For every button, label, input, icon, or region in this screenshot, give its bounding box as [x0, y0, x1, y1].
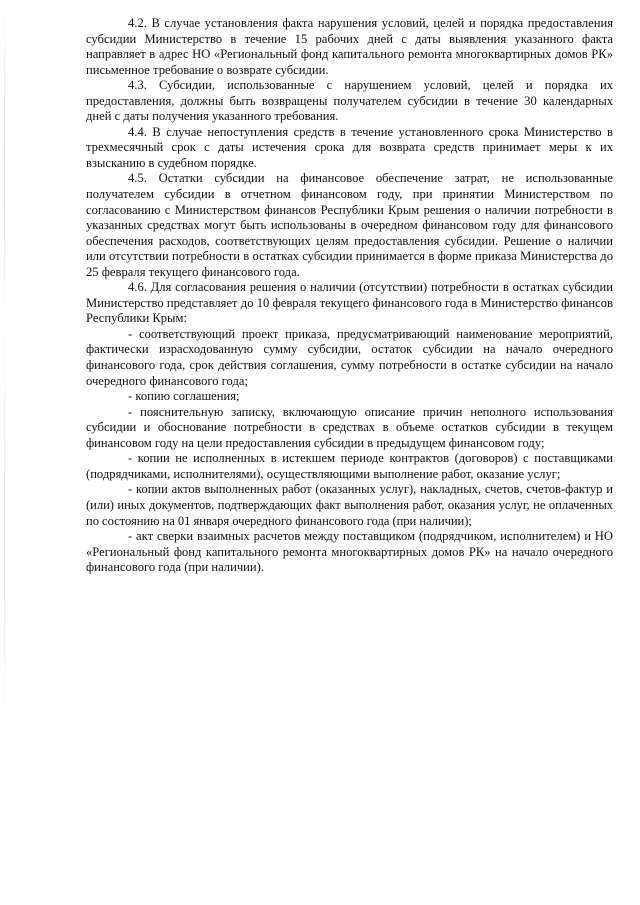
- list-item-reconciliation-act: - акт сверки взаимных расчетов между поставщиком (подрядчиком, исполнителем) и НО «Региональный фонд капитального ремонта многоквартирных домов РК» на начало очередного финансового года (при наличии).: [86, 529, 613, 575]
- list-item-explanatory-note: - пояснительную записку, включающую описание причин неполного использования субсидии и обоснование потребности в средствах в объеме остатков субсидии в текущем финансовом году на цели предоставления субсидии в предыдущем финансовом году;: [86, 404, 613, 450]
- document-page: [86, 16, 613, 576]
- paragraph-4-2: 4.2. В случае установления факта нарушения условий, целей и порядка предоставления субсидии Министерство в течение 15 рабочих дней с даты выявления указанного факта направляет в адрес НО «Региональный фонд капитального ремонта многоквартирных домов РК» письменное требование о возврате субсидии.: [86, 16, 613, 77]
- scan-edge-artifact: [4, 0, 5, 905]
- list-item-acts-copies: - копии актов выполненных работ (оказанных услуг), накладных, счетов, счетов-фактур и (или) иных документов, подтверждающих факт выполнения работ, оказания услуг, не оплаченных по состоянию на 01 января очередного финансового года (при наличии);: [86, 482, 613, 528]
- list-item-contract-copies: - копии не исполненных в истекшем периоде контрактов (договоров) с поставщиками (подрядчиками, исполнителями), осуществляющими выполнение работ, оказание услуг;: [86, 451, 613, 481]
- list-item-draft-order: - соответствующий проект приказа, предусматривающий наименование мероприятий, фактически израсходованную сумму субсидии, остаток субсидии на начало очередного финансового года, срок действия соглашения, сумму потребности в остатке субсидии на начало очередного финансового года;: [86, 326, 613, 388]
- paragraph-4-3: 4.3. Субсидии, использованные с нарушением условий, целей и порядка их предоставления, должны быть возвращены получателем субсидии в течение 30 календарных дней с даты получения указанного требования.: [86, 78, 613, 124]
- paragraph-4-6: 4.6. Для согласования решения о наличии (отсутствии) потребности в остатках субсидии Министерство представляет до 10 февраля текущего финансового года в Министерство финансов Республики Крым:: [86, 280, 613, 326]
- paragraph-4-4: 4.4. В случае непоступления средств в течение установленного срока Министерство в трехмесячный срок с даты истечения срока для возврата средств принимает меры к их взысканию в судебном порядке.: [86, 124, 613, 170]
- paragraph-4-5: 4.5. Остатки субсидии на финансовое обеспечение затрат, не использованные получателем субсидии в отчетном финансовом году, при принятии Министерством по согласованию с Министерством финансов Республики Крым решения о наличии потребности в указанных средствах могут быть использованы в очередном финансовом году для финансового обеспечения расходов, соответствующих целям предоставления субсидии. Решение о наличии или отсутствии потребности в остатках субсидии принимается в форме приказа Министерства до 25 февраля текущего финансового года.: [86, 171, 613, 279]
- list-item-agreement-copy: - копию соглашения;: [128, 389, 240, 404]
